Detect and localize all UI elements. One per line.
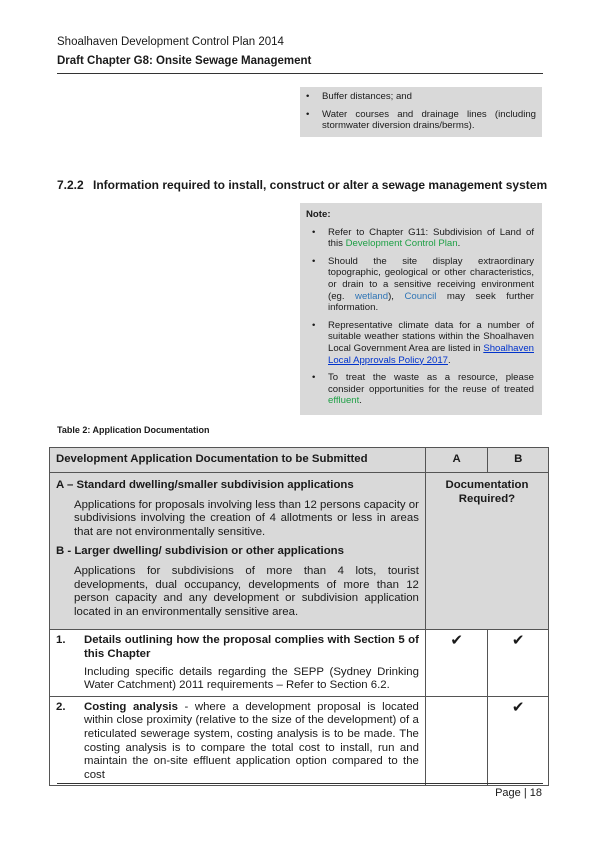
header-b: B <box>488 448 549 473</box>
header-main: Development Application Documentation to be Submitted <box>50 448 426 473</box>
development-control-plan-link[interactable]: Development Control Plan <box>345 238 458 250</box>
section-heading <box>57 178 547 192</box>
page-number: Page | 18 <box>495 787 542 799</box>
list-item: • Water courses and drainage lines (including stormwater diversion drains/berms). <box>306 108 536 132</box>
bullet-icon: • <box>312 372 316 384</box>
chapter-title: Draft Chapter G8: Onsite Sewage Management <box>57 55 312 67</box>
table-caption: Table 2: Application Documentation <box>57 425 210 435</box>
empty-cell <box>425 696 487 786</box>
header-a: A <box>425 448 487 473</box>
category-b-text: Applications for subdivisions of more than 4 lots, tourist developments, dual occupancy, developments of more than 12 person capacity and any development or subdivision application located in an environmentally sensitive area. <box>74 564 419 618</box>
category-row <box>50 473 549 630</box>
checkmark-icon: ✔ <box>488 630 549 696</box>
council-link[interactable]: Council <box>404 290 437 302</box>
bullet-icon: • <box>306 108 310 120</box>
note-item: • Refer to Chapter G11: Subdivision of Land of this Development Control Plan. <box>312 226 534 250</box>
application-documentation-table <box>49 447 549 786</box>
header-title: Shoalhaven Development Control Plan 2014 <box>57 36 284 48</box>
note-item: • Should the site display extraordinary topographic, geological or other characteristics, or drain to a sensitive receiving environment (eg. wetland), Council may seek further information. <box>312 255 534 314</box>
bullet-icon: • <box>312 319 316 331</box>
list-item: • Buffer distances; and <box>306 91 412 102</box>
footer-divider <box>57 783 543 784</box>
note-item: • To treat the waste as a resource, please consider opportunities for the reuse of treated effluent. <box>312 372 534 407</box>
category-b-heading: B - Larger dwelling/ subdivision or other applications <box>56 545 344 558</box>
documentation-required-label: Documentation Required? <box>425 473 548 630</box>
bullet-icon: • <box>306 91 310 102</box>
continued-list-box <box>300 87 542 137</box>
table-row <box>50 696 549 786</box>
row-text: Including specific details regarding the SEPP (Sydney Drinking Water Catchment) 2011 requirements – Refer to Section 6.2. <box>84 665 419 692</box>
table-row <box>50 630 549 696</box>
category-a-text: Applications for proposals involving less than 12 persons capacity or subdivisions involving the creation of 4 allotments or less in areas that are not environmentally sensitive. <box>74 498 419 538</box>
section-title: Information required to install, construct or alter a sewage management system <box>93 178 548 192</box>
note-box <box>300 203 542 415</box>
note-item: • Representative climate data for a number of suitable weather stations within the Shoalhaven Local Government Area are listed in Shoalhaven Local Approvals Policy 2017. <box>312 319 534 366</box>
table-header-row <box>50 448 549 473</box>
wetland-link[interactable]: wetland <box>355 290 389 302</box>
section-number: 7.2.2 <box>57 178 84 192</box>
category-a-heading: A – Standard dwelling/smaller subdivision applications <box>56 479 354 491</box>
row-number: 2. <box>56 700 66 713</box>
row-title: Details outlining how the proposal complies with Section 5 of this Chapter <box>84 634 419 660</box>
local-approvals-policy-link[interactable]: Shoalhaven Local Approvals Policy 2017 <box>328 342 534 366</box>
row-number: 1. <box>56 634 66 647</box>
note-label: Note: <box>306 209 331 220</box>
row-text: - where a development proposal is located within close proximity (relative to the size of the development) of a reticulated sewerage system, costing analysis is to be made. The costing analysis is to compare the total cost to install, run and maintain the on-site effluent application option compared to the cost <box>84 700 419 781</box>
checkmark-icon: ✔ <box>488 696 549 786</box>
row-title: Costing analysis <box>84 700 178 713</box>
header-divider <box>57 73 543 74</box>
bullet-icon: • <box>312 226 316 238</box>
effluent-link[interactable]: effluent <box>328 395 360 407</box>
checkmark-icon: ✔ <box>425 630 487 696</box>
bullet-icon: • <box>312 255 316 267</box>
